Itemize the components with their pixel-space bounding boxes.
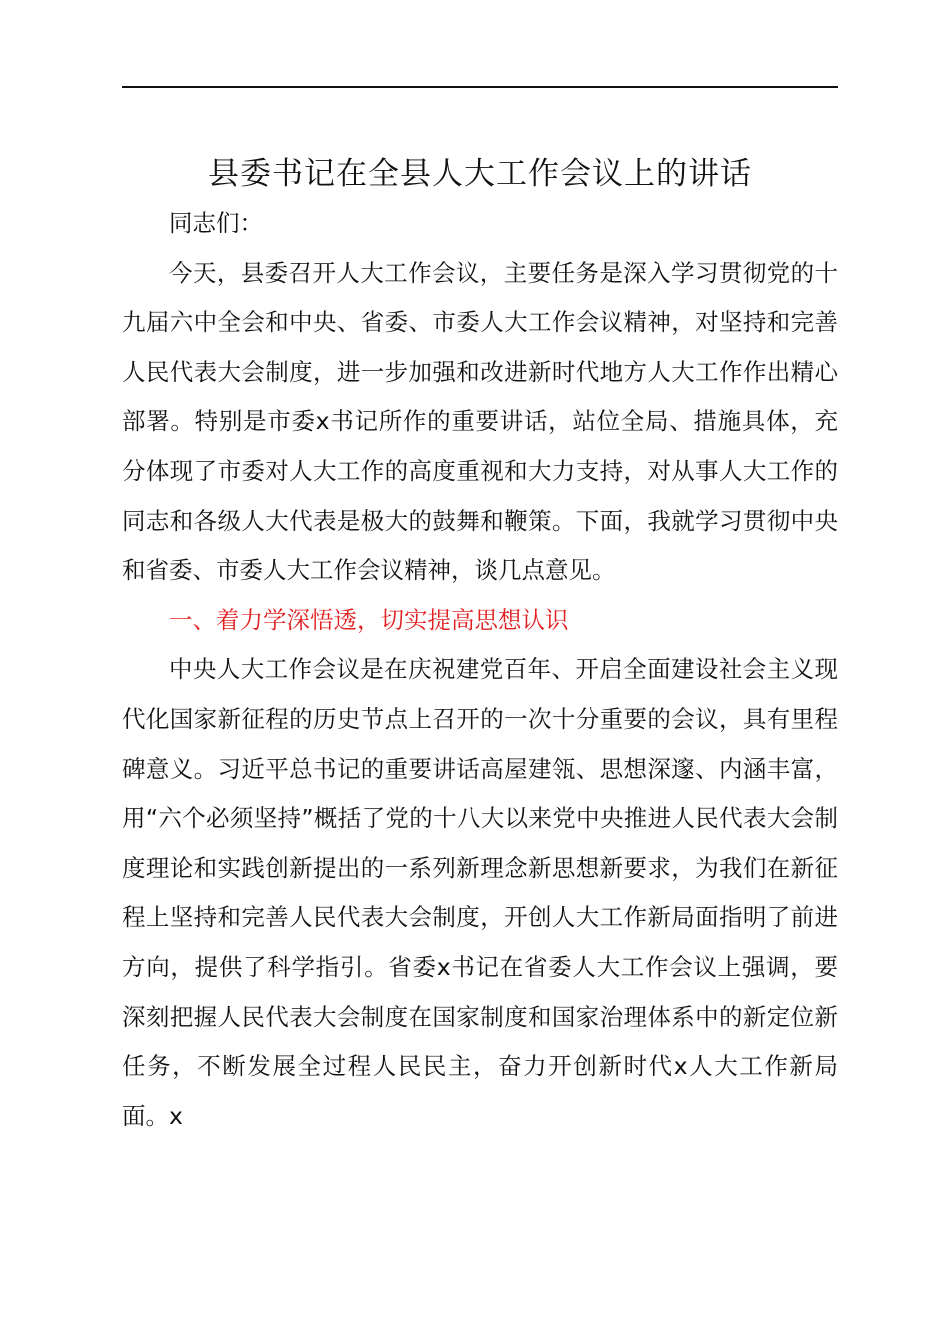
header-rule: [122, 86, 838, 88]
document-body: [122, 199, 838, 1141]
section-heading: 一、着力学深悟透，切实提高思想认识: [169, 605, 569, 634]
salutation: 同志们：: [169, 209, 263, 237]
intro-paragraph: 今天，县委召开人大工作会议，主要任务是深入学习贯彻党的十九届六中全会和中央、省委、市委人大工作会议精神，对坚持和完善人民代表大会制度，进一步加强和改进新时代地方人大工作作出精心部署。特别是市委x书记所作的重要讲话，站位全局、措施具体，充分体现了市委对人大工作的高度重视和大力支持，对从事人大工作的同志和各级人大代表是极大的鼓舞和鞭策。下面，我就学习贯彻中央和省委、市委人大工作会议精神，谈几点意见。: [122, 258, 838, 585]
page-title: 县委书记在全县人大工作会议上的讲话: [208, 156, 752, 192]
section-paragraph: 中央人大工作会议是在庆祝建党百年、开启全面建设社会主义现代化国家新征程的历史节点上召开的一次十分重要的会议，具有里程碑意义。习近平总书记的重要讲话高屋建瓴、思想深邃、内涵丰富，用“六个必须坚持”概括了党的十八大以来党中央推进人民代表大会制度理论和实践创新提出的一系列新理念新思想新要求，为我们在新征程上坚持和完善人民代表大会制度，开创人大工作新局面指明了前进方向，提供了科学指引。省委x书记在省委人大工作会议上强调，要深刻把握人民代表大会制度在国家制度和国家治理体系中的新定位新任务，不断发展全过程人民民主，奋力开创新时代x人大工作新局面。x: [122, 655, 838, 1130]
